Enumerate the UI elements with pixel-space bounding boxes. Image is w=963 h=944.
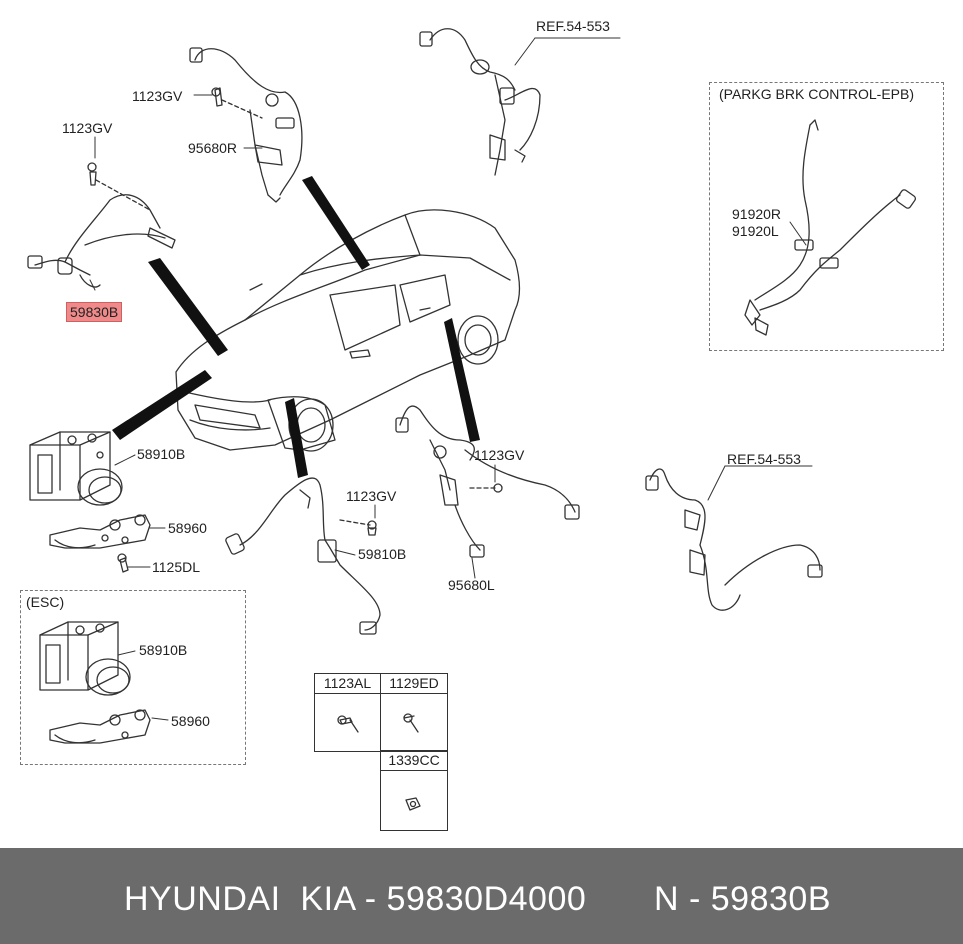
- label-95680l: 95680L: [448, 577, 495, 593]
- label-esc-58960: 58960: [171, 713, 210, 729]
- label-esc: (ESC): [26, 594, 65, 610]
- abs-module-drawing: [30, 432, 122, 505]
- label-1123gv-c: 1123GV: [346, 488, 397, 504]
- esc-group: [20, 590, 246, 765]
- sensor-95680r-drawing: [190, 48, 302, 202]
- label-59810b: 59810B: [358, 546, 407, 562]
- label-ref-top: REF.54-553: [536, 18, 610, 34]
- label-58910b: 58910B: [137, 446, 186, 462]
- label-1125dl: 1125DL: [152, 559, 201, 575]
- label-parking-brake: (PARKG BRK CONTROL-EPB): [719, 86, 914, 102]
- sensor-ref-top-drawing: [420, 29, 540, 175]
- label-91920r: 91920R: [732, 206, 782, 222]
- label-95680r: 95680R: [188, 140, 238, 156]
- label-91920l: 91920L: [732, 223, 779, 239]
- fastener-code: 1123AL: [315, 674, 380, 694]
- footer-ref-code: N - 59830B: [654, 880, 831, 918]
- label-ref-right: REF.54-553: [727, 451, 801, 467]
- fastener-cell-1123al: [314, 673, 381, 752]
- label-esc-58910b: 58910B: [139, 642, 188, 658]
- fastener-cell-1129ed: [380, 673, 448, 752]
- label-59830b-highlight[interactable]: 59830B: [66, 302, 122, 322]
- bracket-58960-drawing: [50, 515, 150, 572]
- label-58960: 58960: [168, 520, 207, 536]
- footer-bar: [0, 848, 963, 944]
- label-1123gv-d: 1123GV: [474, 447, 525, 463]
- label-1123gv-a: 1123GV: [132, 88, 183, 104]
- fastener-code: 1339CC: [381, 751, 447, 771]
- footer-brand-partno: HYUNDAI KIA - 59830D4000: [124, 880, 587, 918]
- fastener-code: 1129ED: [381, 674, 447, 694]
- leader-pointers: [112, 176, 480, 478]
- sensor-95680l-drawing: [396, 406, 579, 557]
- sensor-ref-right-drawing: [646, 469, 822, 610]
- label-1123gv-b: 1123GV: [62, 120, 113, 136]
- fastener-cell-1339cc: [380, 750, 448, 831]
